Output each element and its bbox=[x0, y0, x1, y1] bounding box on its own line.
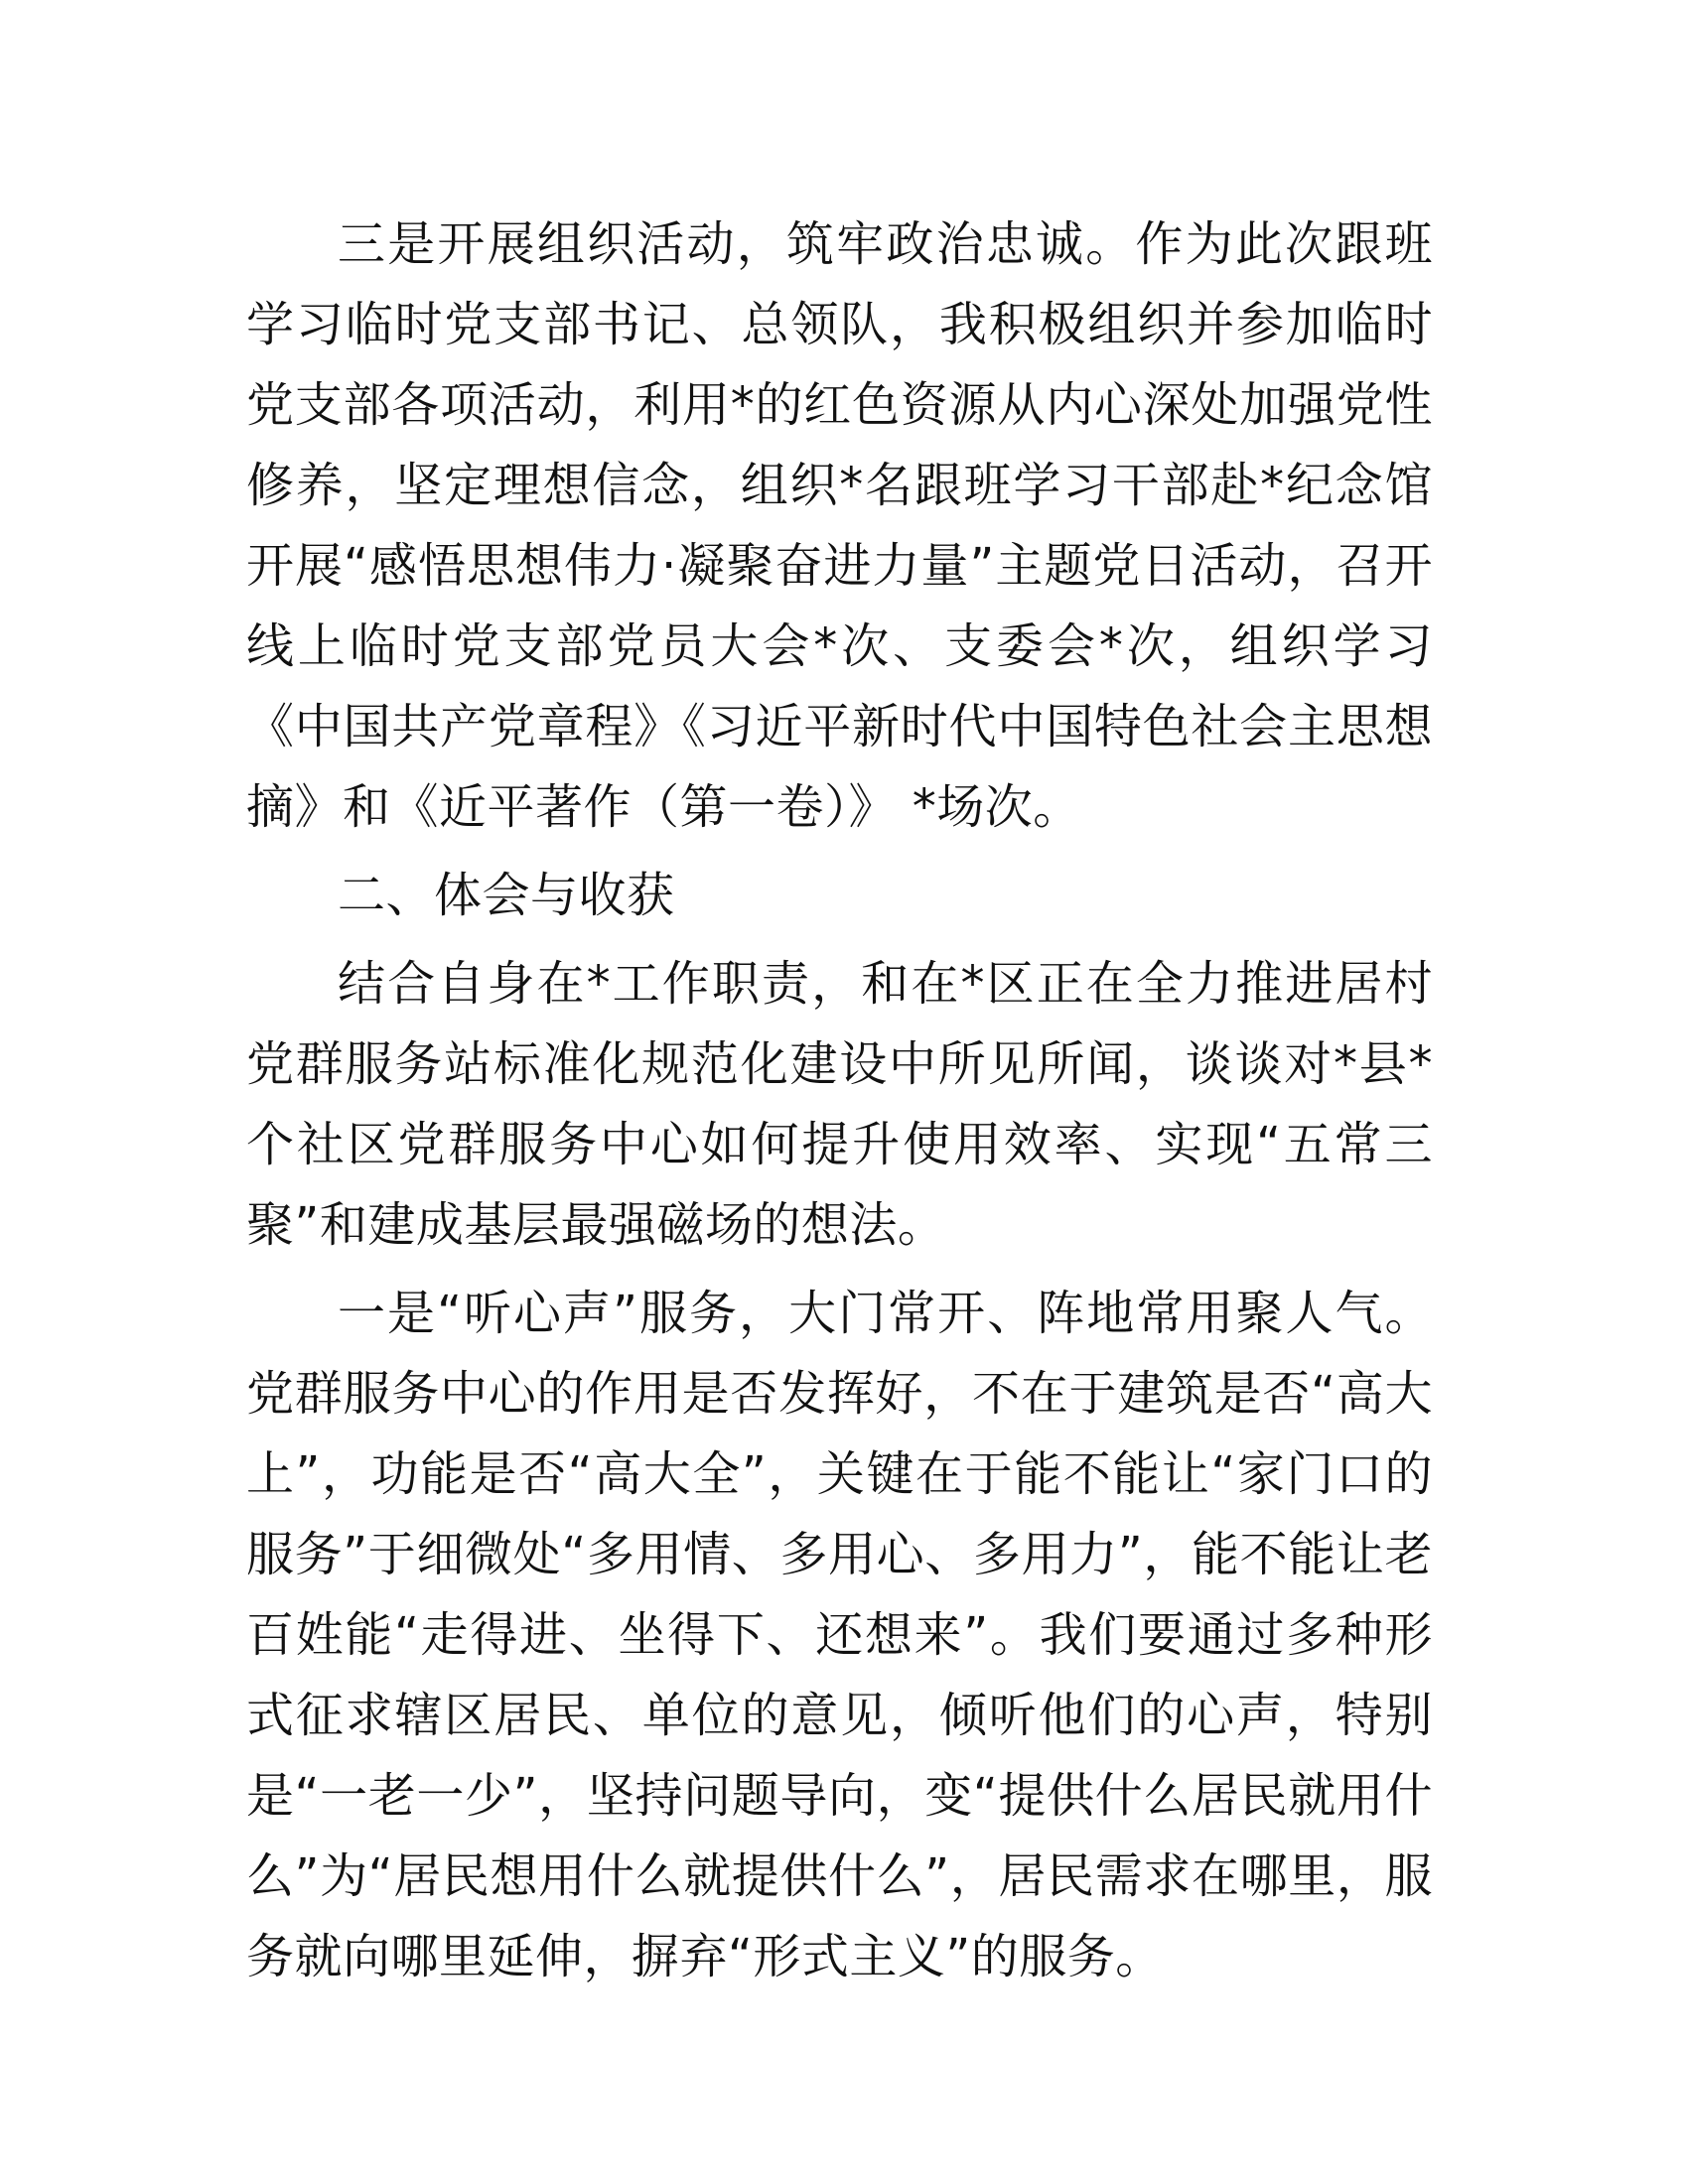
paragraph-organize-activities: 三是开展组织活动，筑牢政治忠诚。作为此次跟班学习临时党支部书记、总领队，我积极组织并参加临时党支部各项活动，利用*的红色资源从内心深处加强党性修养，坚定理想信念，组织*名跟班学习干部赴*纪念馆开展“感悟思想伟力·凝聚奋进力量”主题党日活动，召开线上临时党支部党员大会*次、支委会*次，组织学习《中国共产党章程》《习近平新时代中国特色社会主思想摘》和《近平著作（第一卷）》 *场次。 bbox=[246, 216, 1433, 835]
paragraph-listen-voices: 一是“听心声”服务，大门常开、阵地常用聚人气。党群服务中心的作用是否发挥好，不在于建筑是否“高大上”，功能是否“高大全”，关键在于能不能让“家门口的服务”于细微处“多用情、多用心、多用力”，能不能让老百姓能“走得进、坐得下、还想来”。我们要通过多种形式征求辖区居民、单位的意见，倾听他们的心声，特别是“一老一少”，坚持问题导向，变“提供什么居民就用什么”为“居民想用什么就提供什么”，居民需求在哪里，服务就向哪里延伸，摒弃“形式主义”的服务。 bbox=[246, 1286, 1433, 1984]
document-body bbox=[246, 205, 1433, 1997]
paragraph-work-duties: 结合自身在*工作职责，和在*区正在全力推进居村党群服务站标准化规范化建设中所见所闻，谈谈对*县*个社区党群服务中心如何提升使用效率、实现“五常三聚”和建成基层最强磁场的想法。 bbox=[246, 956, 1433, 1253]
section-heading-experience: 二、体会与收获 bbox=[338, 868, 675, 923]
